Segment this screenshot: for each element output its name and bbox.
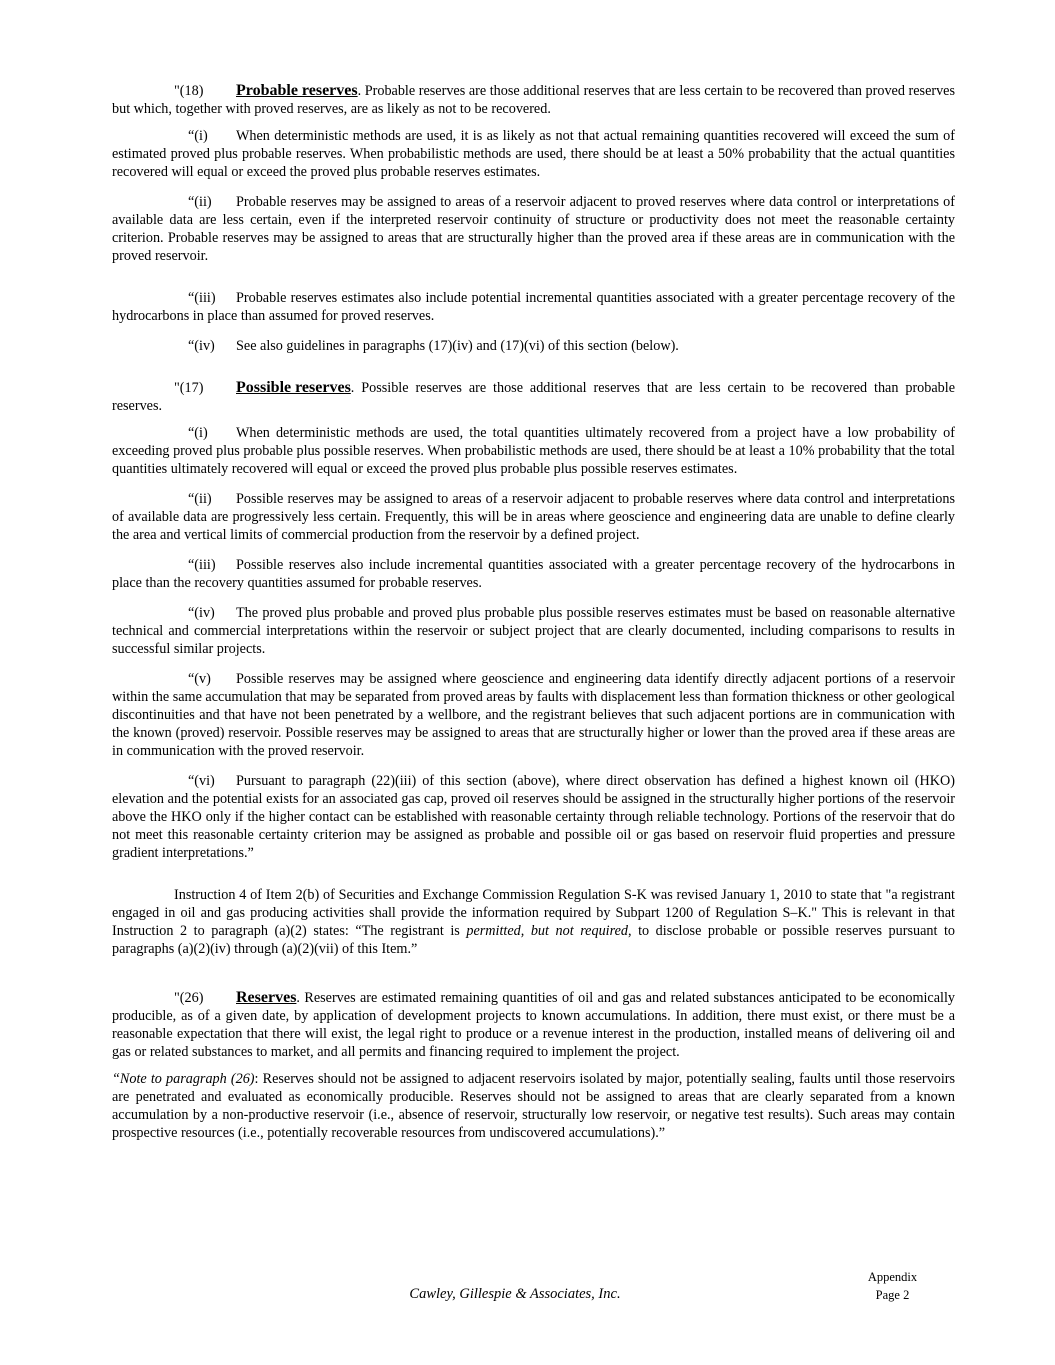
- list-item: [112, 289, 955, 325]
- item-number: “(ii): [188, 194, 212, 210]
- list-item: [112, 556, 955, 592]
- item-text: Possible reserves also include incremental quantities associated with a greater percentage recovery of the hydrocarbons in place than the recovery quantities assumed for probable reserves.: [112, 557, 955, 591]
- note-paragraph: [112, 1070, 955, 1142]
- instruction-paragraph: Instruction 4 of Item 2(b) of Securities and Exchange Commission Regulation S-K was revised January 1, 2010 to state that "a registrant engaged in oil and gas producing activities shall provide the information required by Subpart 1200 of Regulation S–K." This is relevant in that Instruction 2 to paragraph (a)(2) states: “The registrant is permitted, but not required, to disclose probable or possible reserves pursuant to paragraphs (a)(2)(iv) through (a)(2)(vii) of this Item.”: [112, 887, 955, 957]
- item-text: Possible reserves may be assigned to areas of a reservoir adjacent to probable reserves where data control and interpretations of available data are progressively less certain. Frequently, this will be in areas where geoscience and engineering data are unable to define clearly the area and vertical limits of commercial production from the reservoir by a defined project.: [112, 491, 955, 543]
- section-number: "(18): [174, 83, 204, 99]
- footer-company: Cawley, Gillespie & Associates, Inc.: [409, 1286, 621, 1302]
- note-label: “Note to paragraph (26): [112, 1071, 255, 1087]
- item-text: Possible reserves may be assigned where geoscience and engineering data identify directly adjacent portions of a reservoir within the same accumulation that may be separated from proved areas by faults with displacement less than formation thickness or other geological discontinuities and that have not been penetrated by a wellbore, and the registrant believes that such adjacent portions are in communication with the known (proved) reservoir. Possible reserves may be assigned to areas that are structurally higher or lower than the proved area if these areas are in communication with the proved reservoir.: [112, 671, 955, 759]
- item-number: “(iv): [188, 338, 215, 354]
- list-item: [112, 337, 955, 355]
- section-18: [112, 82, 955, 118]
- section-heading: Possible reserves: [236, 379, 351, 396]
- emphasis: permitted, but not required: [466, 923, 628, 939]
- section-number: "(17): [174, 380, 204, 396]
- section-heading: Probable reserves: [236, 82, 358, 99]
- item-text: Probable reserves estimates also include potential incremental quantities associated with a greater percentage recovery of the hydrocarbons in place than assumed for proved reserves.: [112, 290, 955, 324]
- list-item: [112, 490, 955, 544]
- list-item: [112, 670, 955, 760]
- item-text: When deterministic methods are used, it is as likely as not that actual remaining quantities recovered will exceed the sum of estimated proved plus probable reserves. When probabilistic methods are used, there should be at least a 50% probability that the actual quantities recovered will equal or exceed the proved plus probable reserves estimates.: [112, 128, 955, 180]
- item-number: “(i): [188, 425, 208, 441]
- list-item: [112, 193, 955, 265]
- footer-page-info: [855, 1268, 930, 1304]
- appendix-label: Appendix: [867, 1270, 918, 1284]
- item-number: “(ii): [188, 491, 212, 507]
- section-text: . Possible reserves are those additional reserves that are less certain to be recovered than probable reserves.: [112, 380, 955, 414]
- section-number: "(26): [174, 990, 204, 1006]
- item-text: See also guidelines in paragraphs (17)(iv) and (17)(vi) of this section (below).: [236, 338, 679, 354]
- item-number: “(iii): [188, 290, 216, 306]
- list-item: [112, 772, 955, 862]
- item-text: Pursuant to paragraph (22)(iii) of this section (above), where direct observation has defined a highest known oil (HKO) elevation and the potential exists for an associated gas cap, proved oil reserves should be assigned in the structurally higher portions of the reservoir above the HKO only if the higher contact can be established with reasonable certainty through reliable technology. Portions of the reservoir that do not meet this reasonable certainty criterion may be assigned as probable and possible oil or gas based on reservoir fluid properties and pressure gradient interpretations.”: [112, 773, 955, 861]
- item-number: “(i): [188, 128, 208, 144]
- page-number: Page 2: [875, 1288, 910, 1302]
- section-26: [112, 989, 955, 1061]
- item-number: “(vi): [188, 773, 215, 789]
- item-text: When deterministic methods are used, the total quantities ultimately recovered from a project have a low probability of exceeding proved plus probable plus possible reserves. When probabilistic methods are used, there should be at least a 10% probability that the total quantities ultimately recovered will equal or exceed the proved plus probable plus possible reserves estimates.: [112, 425, 955, 477]
- list-item: [112, 424, 955, 478]
- list-item: [112, 127, 955, 181]
- item-text: The proved plus probable and proved plus probable plus possible reserves estimates must be based on reasonable alternative technical and commercial interpretations within the reservoir or subject project that are clearly documented, including comparisons to results in successful similar projects.: [112, 605, 955, 657]
- section-17: [112, 379, 955, 415]
- item-number: “(iii): [188, 557, 216, 573]
- section-text: . Probable reserves are those additional reserves that are less certain to be recovered than proved reserves but which, together with proved reserves, are as likely as not to be recovered.: [112, 83, 955, 117]
- item-number: “(v): [188, 671, 211, 687]
- section-heading: Reserves: [236, 989, 297, 1006]
- note-text: : Reserves should not be assigned to adjacent reservoirs isolated by major, potentially sealing, faults until those reservoirs are penetrated and evaluated as economically producible. Reserves should not be assigned to areas that are clearly separated from a known accumulation by a non-productive reservoir (i.e., absence of reservoir, structurally low reservoir, or negative test results). Such areas may contain prospective resources (i.e., potentially recoverable resources from undiscovered accumulations).”: [112, 1071, 956, 1141]
- list-item: [112, 604, 955, 658]
- section-text: . Reserves are estimated remaining quantities of oil and gas and related substances anticipated to be economically producible, as of a given date, by application of development projects to known accumulations. In addition, there must exist, or there must be a reasonable expectation that there will exist, the legal right to produce or a revenue interest in the production, installed means of delivering oil and gas or related substances to market, and all permits and financing required to implement the project.: [112, 990, 955, 1060]
- document-body: [112, 82, 955, 1151]
- item-text: Probable reserves may be assigned to areas of a reservoir adjacent to proved reserves where data control or interpretations of available data are less certain, even if the interpreted reservoir continuity of structure or productivity does not meet the reasonable certainty criterion. Probable reserves may be assigned to areas that are structurally higher than the proved area if these areas are in communication with the proved reservoir.: [112, 194, 955, 264]
- item-number: “(iv): [188, 605, 215, 621]
